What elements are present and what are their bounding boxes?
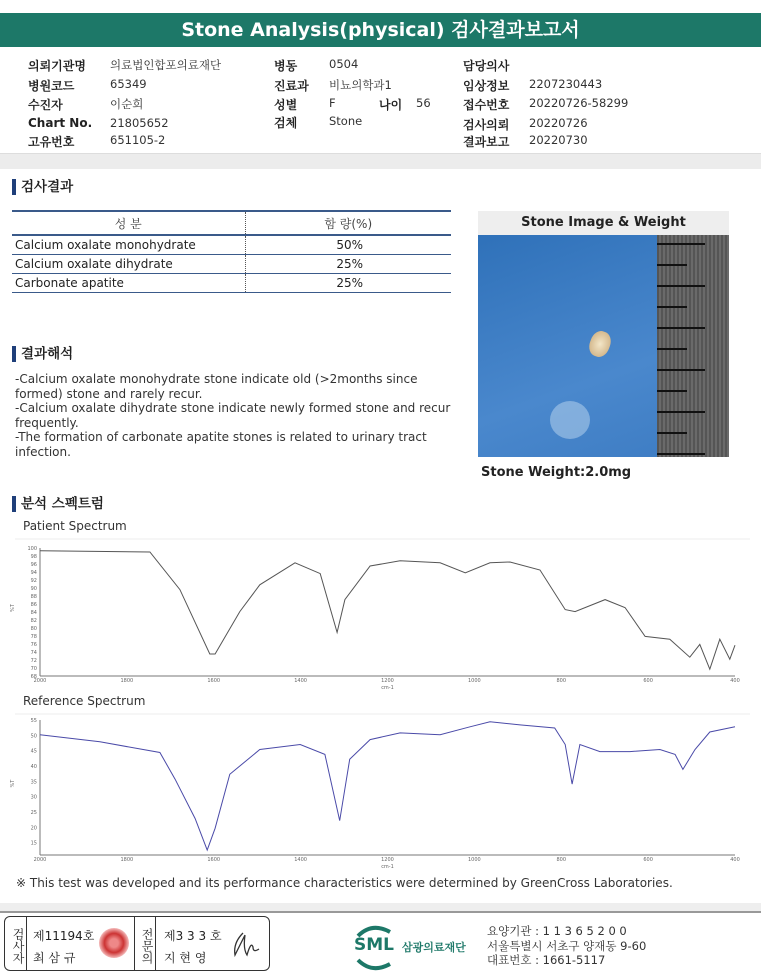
- ruler: [657, 235, 729, 457]
- y-tick-label: 88: [30, 594, 37, 600]
- y-tick-label: 78: [30, 634, 37, 640]
- y-tick-label: 90: [30, 586, 37, 592]
- spectrum-line: [40, 551, 735, 669]
- chart-label: Chart No.: [28, 116, 93, 130]
- x-tick-label: 800: [556, 678, 567, 684]
- ruler-tick: [657, 348, 687, 350]
- y-tick-label: 35: [30, 779, 37, 786]
- table-row: [12, 254, 451, 273]
- spectrum-line: [40, 722, 735, 850]
- interp-line: -Calcium oxalate dihydrate stone indicate newly formed stone and recur frequently.: [15, 401, 451, 430]
- x-tick-label: 1400: [294, 857, 307, 863]
- x-tick-label: 800: [556, 857, 567, 863]
- stone-icon: [586, 328, 614, 359]
- y-tick-label: 15: [30, 840, 37, 847]
- results-table: [12, 210, 451, 293]
- ruler-tick: [657, 411, 705, 413]
- report-date-label: 결과보고: [463, 135, 510, 149]
- y-axis-label: %T: [10, 779, 16, 788]
- examiner-name: 최 삼 규: [33, 951, 76, 965]
- component-cell: Carbonate apatite: [12, 273, 245, 292]
- component-cell: Calcium oxalate monohydrate: [12, 235, 245, 254]
- dept-label: 진료과: [274, 79, 309, 93]
- x-tick-label: 1800: [120, 678, 134, 684]
- x-tick-label: 1600: [207, 678, 221, 684]
- amount-cell: 25%: [245, 254, 451, 273]
- y-tick-label: 94: [30, 570, 37, 576]
- ruler-tick: [657, 285, 705, 287]
- disclaimer-note: ※ This test was developed and its performance characteristics were determined by GreenCross Laboratories.: [16, 876, 673, 890]
- ward-label: 병동: [274, 59, 298, 73]
- org-code: 요양기관 : 1 1 3 6 5 2 0 0: [487, 924, 627, 938]
- reflection: [550, 401, 590, 439]
- interpretation-text: [15, 372, 455, 459]
- col-amount: 함 량(%): [245, 211, 451, 235]
- y-tick-label: 50: [30, 733, 37, 740]
- clinical-value: 2207230443: [529, 77, 603, 91]
- results-heading: 검사결과: [12, 179, 73, 195]
- org-name: 삼광의료재단: [402, 941, 466, 954]
- examiner-no: 제11194호: [33, 929, 95, 943]
- y-tick-label: 84: [30, 610, 37, 616]
- patient-spectrum-chart: [0, 536, 761, 692]
- reference-spectrum-chart: [0, 711, 761, 873]
- stone-photo: [478, 235, 729, 457]
- logo-text: SML: [354, 935, 394, 955]
- footer-divider: [0, 903, 761, 913]
- interp-line: -Calcium oxalate monohydrate stone indicate old (>2months since formed) stone and rarely recur.: [15, 372, 418, 401]
- y-tick-label: 86: [30, 602, 37, 608]
- request-label: 검사의뢰: [463, 118, 510, 132]
- ruler-tick: [657, 453, 705, 455]
- y-tick-label: 55: [30, 718, 37, 724]
- examiner-label: 검사자: [5, 917, 27, 970]
- y-axis-label: %T: [10, 604, 16, 612]
- y-tick-label: 40: [30, 764, 37, 771]
- ward-value: 0504: [329, 57, 359, 71]
- y-tick-label: 45: [30, 748, 37, 755]
- sex-value: F: [329, 96, 336, 110]
- signature-box: [4, 916, 270, 971]
- y-tick-label: 100: [27, 546, 37, 552]
- ruler-tick: [657, 327, 705, 329]
- y-tick-label: 20: [30, 825, 37, 832]
- stone-image-title: Stone Image & Weight: [478, 211, 729, 235]
- receipt-label: 접수번호: [463, 98, 510, 112]
- ruler-tick: [657, 264, 687, 266]
- col-component: 성 분: [12, 211, 245, 235]
- amount-cell: 25%: [245, 273, 451, 292]
- x-tick-label: 400: [730, 678, 740, 684]
- interpretation-heading: 결과해석: [12, 346, 73, 362]
- x-tick-label: 1000: [468, 857, 481, 863]
- y-tick-label: 74: [30, 650, 37, 656]
- specimen-label: 검체: [274, 116, 298, 130]
- org-phone: 대표번호 : 1661-5117: [487, 953, 606, 967]
- divider-band: [0, 153, 761, 169]
- report-title: Stone Analysis(physical) 검사결과보고서: [0, 13, 761, 47]
- table-row: [12, 273, 451, 292]
- x-tick-label: 2000: [33, 678, 47, 684]
- y-tick-label: 82: [30, 618, 37, 624]
- patient-value: 이순희: [110, 97, 144, 111]
- reference-spectrum-title: Reference Spectrum: [23, 694, 146, 708]
- y-tick-label: 70: [30, 666, 37, 672]
- y-tick-label: 72: [30, 658, 37, 664]
- sex-label: 성별: [274, 98, 298, 112]
- ruler-tick: [657, 432, 687, 434]
- doctor-label: 담당의사: [463, 59, 510, 73]
- x-tick-label: 1800: [120, 857, 134, 863]
- ruler-tick: [657, 306, 687, 308]
- x-axis-label: cm-1: [381, 864, 394, 870]
- component-cell: Calcium oxalate dihydrate: [12, 254, 245, 273]
- clinical-label: 임상정보: [463, 79, 510, 93]
- patient-spectrum-title: Patient Spectrum: [23, 519, 127, 533]
- y-tick-label: 80: [30, 626, 37, 632]
- org-address-line: 서울특별시 서초구 양재동 9-60: [487, 938, 647, 953]
- y-tick-label: 68: [30, 674, 37, 680]
- age-value: 56: [416, 96, 431, 110]
- y-tick-label: 30: [30, 794, 37, 801]
- org-value: 의료법인합포의료재단: [110, 58, 222, 72]
- uid-label: 고유번호: [28, 135, 75, 149]
- x-axis-label: cm-1: [381, 685, 394, 691]
- sml-logo: [352, 922, 477, 972]
- y-tick-label: 92: [30, 578, 37, 584]
- x-tick-label: 400: [730, 857, 740, 863]
- stone-image-panel: [478, 211, 729, 457]
- hosp-code-label: 병원코드: [28, 79, 75, 93]
- ruler-tick: [657, 369, 705, 371]
- x-tick-label: 2000: [33, 857, 47, 863]
- x-tick-label: 1200: [381, 678, 394, 684]
- report-date-value: 20220730: [529, 133, 588, 147]
- chart-value: 21805652: [110, 116, 169, 130]
- ruler-tick: [657, 243, 705, 245]
- seal-icon: [99, 928, 129, 958]
- x-tick-label: 1000: [468, 678, 481, 684]
- x-tick-label: 1400: [294, 678, 307, 684]
- uid-value: 651105-2: [110, 133, 166, 147]
- specialist-label: 전문의: [134, 917, 156, 970]
- x-tick-label: 1600: [207, 857, 221, 863]
- hosp-code-value: 65349: [110, 77, 147, 91]
- interp-line: -The formation of carbonate apatite stones is related to urinary tract infection.: [15, 430, 427, 459]
- x-tick-label: 600: [643, 678, 653, 684]
- patient-label: 수진자: [28, 98, 63, 112]
- stone-weight: Stone Weight:2.0mg: [481, 465, 632, 480]
- org-label: 의뢰기관명: [28, 59, 86, 73]
- table-row: [12, 235, 451, 254]
- org-address: [487, 924, 646, 968]
- y-tick-label: 98: [30, 554, 37, 560]
- dept-value: 비뇨의학과1: [329, 78, 392, 92]
- ruler-tick: [657, 390, 687, 392]
- y-tick-label: 25: [30, 810, 37, 817]
- signature-icon: [229, 929, 265, 959]
- x-tick-label: 600: [643, 857, 653, 863]
- specialist-name: 지 현 영: [164, 951, 207, 965]
- x-tick-label: 1200: [381, 857, 394, 863]
- age-label: 나이: [379, 98, 403, 112]
- y-tick-label: 96: [30, 562, 37, 568]
- amount-cell: 50%: [245, 235, 451, 254]
- request-value: 20220726: [529, 116, 588, 130]
- spectrum-heading: 분석 스펙트럼: [12, 496, 104, 512]
- y-tick-label: 76: [30, 642, 37, 648]
- specialist-no: 제3 3 3 호: [164, 929, 222, 943]
- receipt-value: 20220726-58299: [529, 96, 629, 110]
- specimen-value: Stone: [329, 114, 363, 128]
